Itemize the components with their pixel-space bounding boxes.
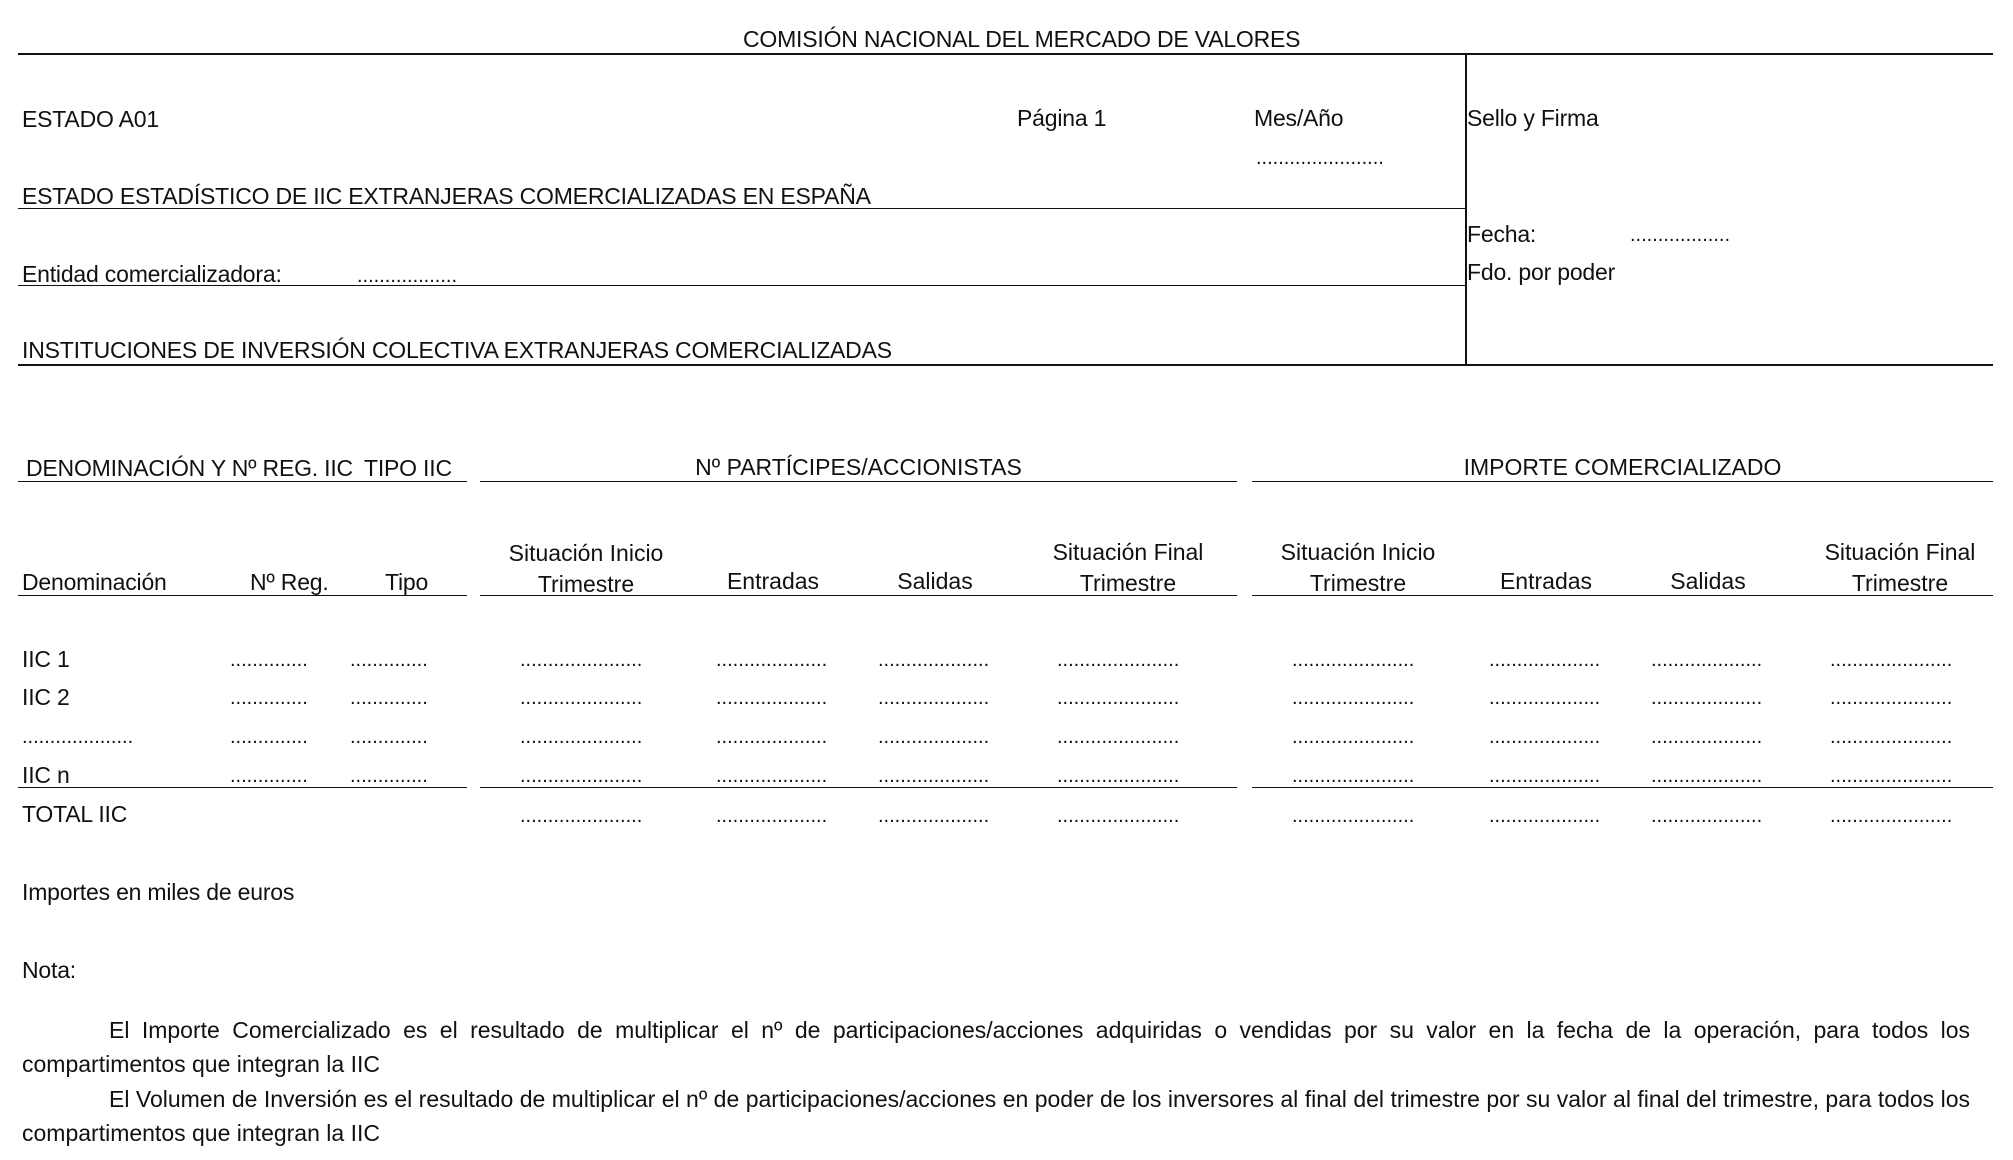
row-i-salidas-field[interactable]: .................... (1651, 726, 1763, 748)
group-header-importe: IMPORTE COMERCIALIZADO (1463, 454, 1782, 480)
row-i-entradas-field[interactable]: .................... (1489, 726, 1601, 748)
col-rule-importe (1252, 595, 1993, 596)
row-p-final-field[interactable]: ...................... (1057, 649, 1180, 671)
form-title: ESTADO ESTADÍSTICO DE IIC EXTRANJERAS COMERCIALIZADAS EN ESPAÑA (22, 183, 871, 209)
row-nreg-field[interactable]: .............. (230, 649, 308, 671)
row-name: IIC n (22, 762, 70, 788)
row-i-salidas-field[interactable]: .................... (1651, 765, 1763, 787)
estado-code: ESTADO A01 (22, 106, 159, 132)
signature-box-divider (1465, 54, 1467, 364)
sello-firma-label: Sello y Firma (1467, 105, 1599, 131)
row-p-inicio-field[interactable]: ...................... (520, 649, 643, 671)
col-nreg: Nº Reg. (250, 569, 329, 595)
col-p-inicio (486, 538, 686, 600)
rows-rule-importe (1252, 787, 1993, 788)
row-tipo-field[interactable]: .............. (350, 765, 428, 787)
row-i-salidas-field[interactable]: .................... (1651, 687, 1763, 709)
total-label: TOTAL IIC (22, 801, 128, 827)
row-name: .................... (22, 726, 134, 748)
group-header-denominacion: DENOMINACIÓN Y Nº REG. IIC (26, 455, 353, 481)
total-i-entradas-field[interactable]: .................... (1489, 805, 1601, 827)
col-i-entradas: Entradas (1499, 568, 1593, 594)
row-p-final-field[interactable]: ...................... (1057, 726, 1180, 748)
col-p-final (1028, 537, 1228, 599)
row-p-entradas-field[interactable]: .................... (716, 687, 828, 709)
total-p-salidas-field[interactable]: .................... (878, 805, 990, 827)
entidad-rule (18, 285, 1466, 286)
fecha-label: Fecha: (1467, 221, 1537, 247)
header-bottom-rule (18, 364, 1993, 366)
col-i-final-line2: Trimestre (1851, 570, 1949, 597)
mes-anio-field[interactable]: ....................... (1256, 147, 1384, 169)
total-p-inicio-field[interactable]: ...................... (520, 805, 643, 827)
row-nreg-field[interactable]: .............. (230, 687, 308, 709)
col-rule-left (18, 595, 467, 596)
col-p-final-line2: Trimestre (1079, 570, 1177, 597)
col-i-salidas: Salidas (1670, 568, 1746, 594)
rows-rule-left (18, 787, 467, 788)
row-name: IIC 1 (22, 646, 70, 672)
row-nreg-field[interactable]: .............. (230, 726, 308, 748)
header-top-rule (18, 53, 1993, 55)
group-rule-participes (480, 481, 1237, 482)
total-i-salidas-field[interactable]: .................... (1651, 805, 1763, 827)
row-i-salidas-field[interactable]: .................... (1651, 649, 1763, 671)
row-p-entradas-field[interactable]: .................... (716, 649, 828, 671)
row-i-inicio-field[interactable]: ...................... (1292, 687, 1415, 709)
rows-rule-participes (480, 787, 1237, 788)
group-header-tipo: TIPO IIC (364, 455, 452, 481)
col-p-salidas: Salidas (897, 568, 973, 594)
col-rule-participes (480, 595, 1237, 596)
nota-label: Nota: (22, 957, 76, 983)
fdo-por-poder-label: Fdo. por poder (1467, 259, 1616, 285)
row-i-entradas-field[interactable]: .................... (1489, 765, 1601, 787)
total-p-final-field[interactable]: ...................... (1057, 805, 1180, 827)
row-p-final-field[interactable]: ...................... (1057, 687, 1180, 709)
total-i-inicio-field[interactable]: ...................... (1292, 805, 1415, 827)
row-p-inicio-field[interactable]: ...................... (520, 687, 643, 709)
mes-anio-label: Mes/Año (1254, 105, 1344, 131)
row-tipo-field[interactable]: .............. (350, 687, 428, 709)
col-i-final-line1: Situación Final (1824, 539, 1976, 565)
row-name: IIC 2 (22, 684, 70, 710)
col-i-final (1800, 537, 2000, 599)
row-tipo-field[interactable]: .............. (350, 726, 428, 748)
row-i-inicio-field[interactable]: ...................... (1292, 649, 1415, 671)
col-p-inicio-line1: Situación Inicio (508, 540, 664, 566)
group-rule-denominacion (18, 481, 467, 482)
col-p-final-line1: Situación Final (1052, 539, 1204, 565)
page-number: Página 1 (1017, 105, 1107, 131)
row-nreg-field[interactable]: .............. (230, 765, 308, 787)
total-i-final-field[interactable]: ...................... (1830, 805, 1953, 827)
row-i-final-field[interactable]: ...................... (1830, 765, 1953, 787)
col-p-inicio-line2: Trimestre (537, 571, 635, 598)
row-tipo-field[interactable]: .............. (350, 649, 428, 671)
agency-title: COMISIÓN NACIONAL DEL MERCADO DE VALORES (743, 26, 1301, 52)
group-rule-importe (1252, 481, 1993, 482)
row-i-entradas-field[interactable]: .................... (1489, 649, 1601, 671)
row-i-inicio-field[interactable]: ...................... (1292, 765, 1415, 787)
col-tipo: Tipo (385, 569, 429, 595)
nota-paragraph-1: El Importe Comercializado es el resultado de multiplicar el nº de participaciones/acciones adquiridas o vendidas por su valor en la fecha de la operación, para todos los compartimentos que integran la IIC (22, 1017, 1970, 1077)
row-i-entradas-field[interactable]: .................... (1489, 687, 1601, 709)
col-i-inicio-line2: Trimestre (1309, 570, 1407, 597)
row-i-inicio-field[interactable]: ...................... (1292, 726, 1415, 748)
title-rule (18, 208, 1466, 209)
row-p-salidas-field[interactable]: .................... (878, 687, 990, 709)
entidad-label: Entidad comercializadora: (22, 261, 282, 287)
row-p-salidas-field[interactable]: .................... (878, 649, 990, 671)
group-header-participes: Nº PARTÍCIPES/ACCIONISTAS (695, 454, 1022, 480)
row-p-inicio-field[interactable]: ...................... (520, 765, 643, 787)
instituciones-heading: INSTITUCIONES DE INVERSIÓN COLECTIVA EXTRANJERAS COMERCIALIZADAS (22, 337, 892, 363)
row-p-entradas-field[interactable]: .................... (716, 765, 828, 787)
col-i-inicio-line1: Situación Inicio (1280, 539, 1436, 565)
row-p-entradas-field[interactable]: .................... (716, 726, 828, 748)
row-p-salidas-field[interactable]: .................... (878, 765, 990, 787)
fecha-field[interactable]: .................. (1630, 224, 1731, 246)
row-p-salidas-field[interactable]: .................... (878, 726, 990, 748)
importes-note: Importes en miles de euros (22, 879, 295, 905)
row-p-inicio-field[interactable]: ...................... (520, 726, 643, 748)
col-i-inicio (1258, 537, 1458, 599)
col-denominacion: Denominación (22, 569, 167, 595)
row-i-final-field[interactable]: ...................... (1830, 687, 1953, 709)
nota-paragraph-2: El Volumen de Inversión es el resultado de multiplicar el nº de participaciones/acciones en poder de los inversores al final del trimestre por su valor al final del trimestre, para todos los compartimentos que integran la IIC (22, 1086, 1970, 1146)
row-p-final-field[interactable]: ...................... (1057, 765, 1180, 787)
entidad-field[interactable]: .................. (357, 265, 458, 287)
row-i-final-field[interactable]: ...................... (1830, 726, 1953, 748)
total-p-entradas-field[interactable]: .................... (716, 805, 828, 827)
row-i-final-field[interactable]: ...................... (1830, 649, 1953, 671)
col-p-entradas: Entradas (726, 568, 820, 594)
